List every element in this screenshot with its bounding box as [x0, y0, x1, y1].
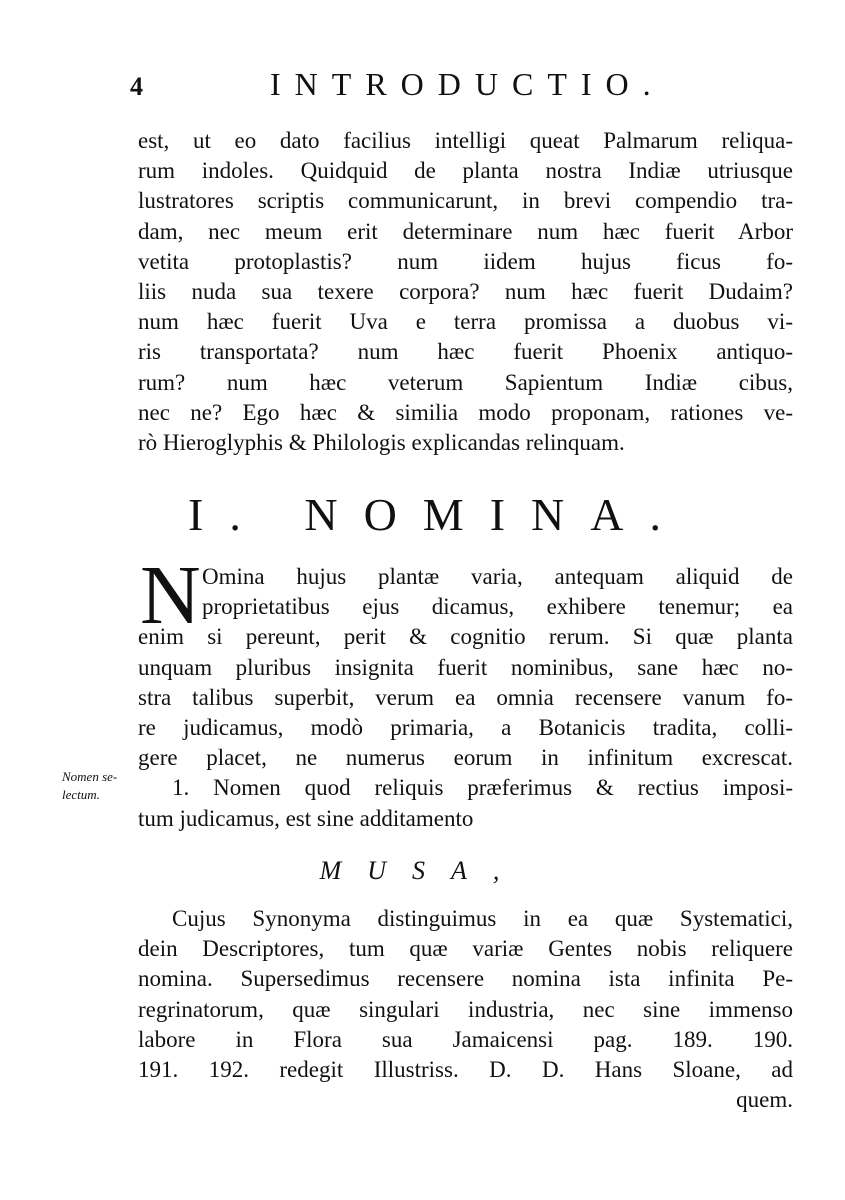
drop-cap: N	[140, 549, 201, 642]
text-line: 191. 192. redegit Illustriss. D. D. Hans Sloane, ad	[138, 1056, 793, 1082]
para2	[138, 904, 793, 1115]
text-line: quem.	[736, 1087, 793, 1113]
margin-note-line: lectum.	[62, 787, 100, 802]
text-line: Omina hujus plantæ varia, antequam aliquid de	[202, 564, 793, 589]
text-line: gere placet, ne numerus eorum in infinitum excrescat.	[138, 745, 793, 771]
text-line: rò Hieroglyphis & Philologis explicandas relinquam.	[138, 429, 625, 455]
text-line: rum? num hæc veterum Sapientum Indiæ cibus,	[138, 369, 793, 395]
text-line: enim si pereunt, perit & cognitio rerum. Si quæ planta	[138, 624, 793, 650]
page-number: 4	[130, 72, 143, 101]
text-line: est, ut eo dato facilius intelligi queat Palmarum reliqua-	[138, 128, 793, 153]
text-line: 1. Nomen quod reliquis præferimus & rectius imposi-	[172, 775, 793, 801]
section-title: I. NOMINA.	[188, 489, 687, 540]
text-line: lustratores scriptis communicarunt, in brevi compendio tra-	[138, 188, 793, 214]
text-line: liis nuda sua texere corpora? num hæc fuerit Dudaim?	[138, 278, 793, 304]
text-line: stra talibus superbit, verum ea omnia recensere vanum fo-	[138, 684, 793, 710]
text-line: proprietatibus ejus dicamus, exhibere tenemur; ea	[202, 594, 793, 620]
margin-note	[62, 768, 134, 804]
text-line: Cujus Synonyma distinguimus in ea quæ Systematici,	[172, 906, 793, 931]
margin-note-line: Nomen se-	[62, 769, 118, 784]
para1-dropcap-lines	[202, 562, 793, 622]
running-title: INTRODUCTIO.	[270, 66, 665, 102]
intro-paragraph	[138, 126, 793, 458]
text-line: tum judicamus, est sine additamento	[138, 805, 474, 831]
text-line: dein Descriptores, tum quæ variæ Gentes nobis reliquere	[138, 936, 793, 962]
text-line: nomina. Supersedimus recensere nomina ista infinita Pe-	[138, 966, 793, 992]
text-line: rum indoles. Quidquid de planta nostra Indiæ utriusque	[138, 158, 793, 184]
text-line: re judicamus, modò primaria, a Botanicis tradita, colli-	[138, 714, 793, 740]
text-line: labore in Flora sua Jamaicensi pag. 189. 190.	[138, 1026, 793, 1052]
text-line: vetita protoplastis? num iidem hujus ficus fo-	[138, 248, 793, 274]
text-line: dam, nec meum erit determinare num hæc fuerit Arbor	[138, 218, 793, 244]
para1-body	[138, 622, 793, 833]
musa-heading: MUSA,	[319, 856, 526, 885]
text-line: nec ne? Ego hæc & similia modo proponam, rationes ve-	[138, 399, 793, 425]
text-line: ris transportata? num hæc fuerit Phoenix antiquo-	[138, 339, 793, 365]
text-line: unquam pluribus insignita fuerit nominibus, sane hæc no-	[138, 654, 793, 680]
text-line: num hæc fuerit Uva e terra promissa a duobus vi-	[138, 309, 793, 335]
text-line: regrinatorum, quæ singulari industria, nec sine immenso	[138, 996, 793, 1022]
page-header	[130, 66, 690, 110]
